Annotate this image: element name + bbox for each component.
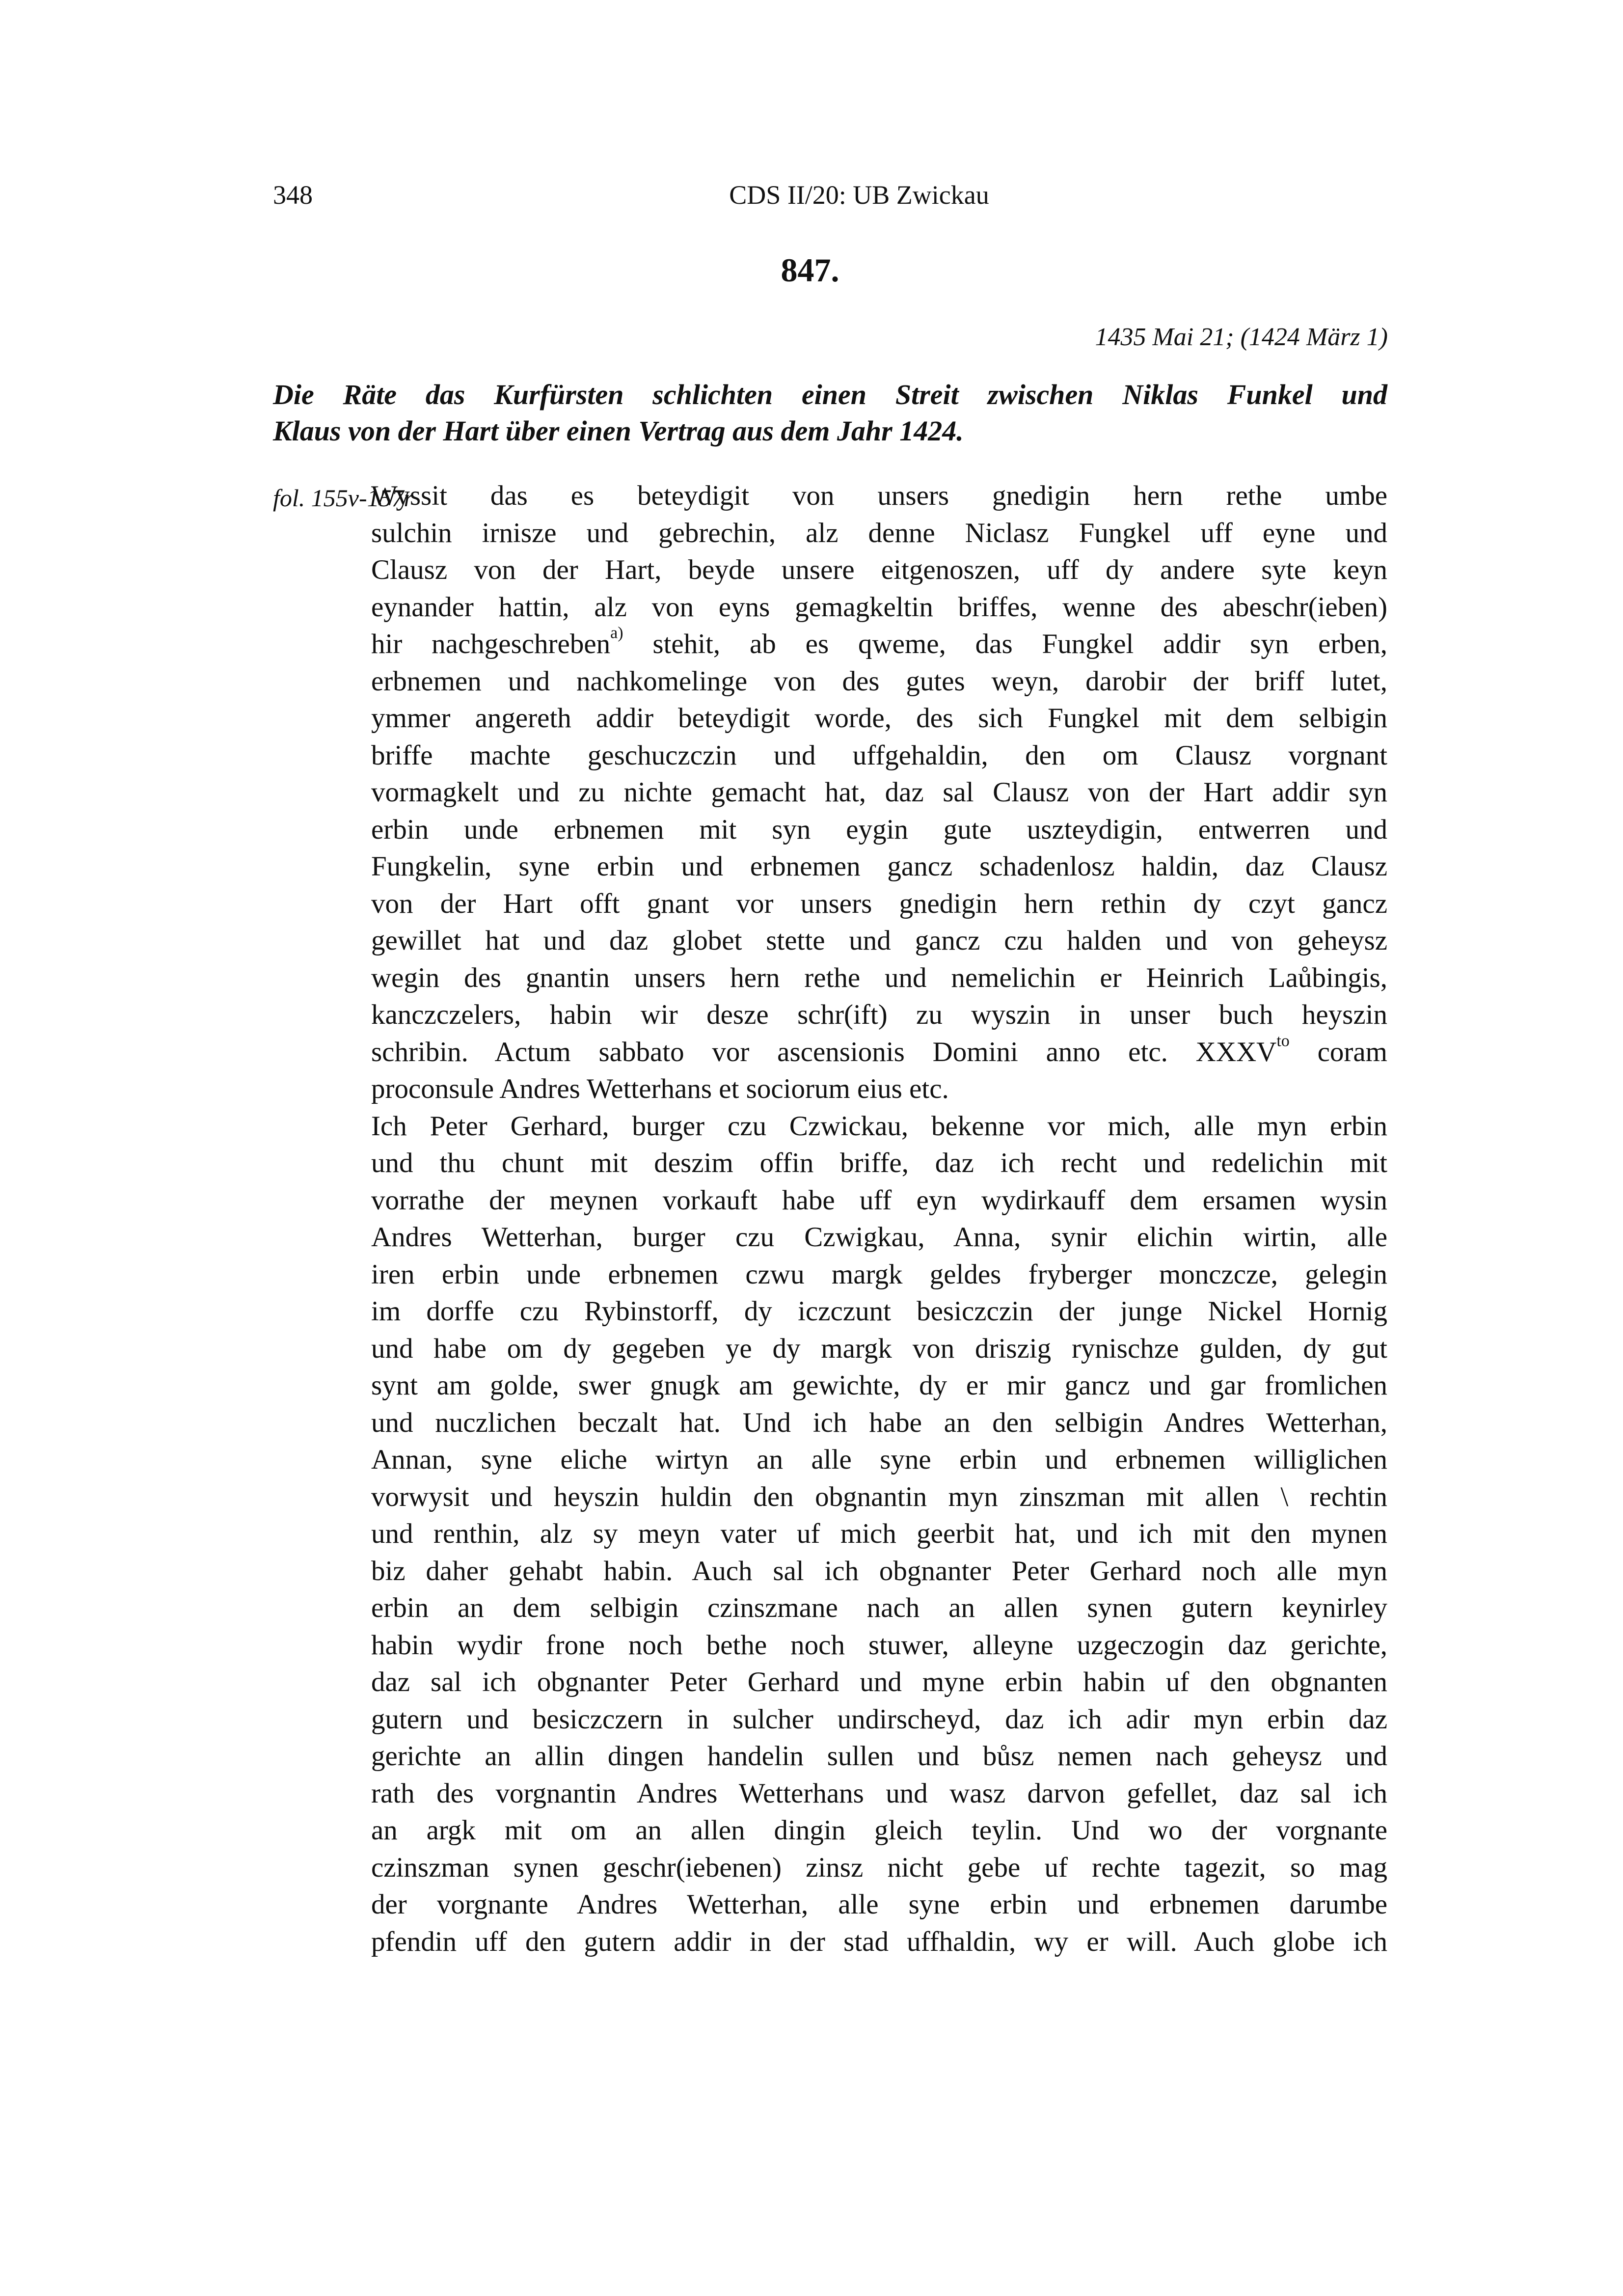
text-line: im dorffe czu Rybinstorff, dy iczczunt besiczczin der junge Nickel Hornig — [371, 1296, 1387, 1327]
text-line: pfendin uff den gutern addir in der stad uffhaldin, wy er will. Auch globe ich — [371, 1926, 1387, 1957]
text-line: gerichte an allin dingen handelin sullen und bůsz nemen nach geheysz und — [371, 1741, 1387, 1772]
text-line: von der Hart offt gnant vor unsers gnedigin hern rethin dy czyt gancz — [371, 888, 1387, 919]
text-line: eynander hattin, alz von eyns gemagkeltin briffes, wenne des abeschr(ieben) — [371, 591, 1387, 623]
text-line: iren erbin unde erbnemen czwu margk geldes fryberger monczcze, gelegin — [371, 1258, 1387, 1290]
document-date: 1435 Mai 21; (1424 März 1) — [1095, 323, 1388, 351]
text-line: sulchin irnisze und gebrechin, alz denne Niclasz Fungkel uff eyne und — [371, 517, 1387, 548]
text-line: ymmer angereth addir beteydigit worde, des sich Fungkel mit dem selbigin — [371, 703, 1387, 734]
text-line: synt am golde, swer gnugk am gewichte, dy er mir gancz und gar fromlichen — [371, 1370, 1387, 1401]
text-fragment: coram — [1317, 1036, 1388, 1067]
text-line: der vorgnante Andres Wetterhan, alle syne erbin und erbnemen darumbe — [371, 1889, 1387, 1920]
text-line: an argk mit om an allen dingin gleich teylin. Und wo der vorgnante — [371, 1815, 1387, 1846]
text-line: Annan, syne eliche wirtyn an alle syne erbin und erbnemen williglichen — [371, 1444, 1387, 1475]
text-line: briffe machte geschuczczin und uffgehaldin, den om Clausz vorgnant — [371, 739, 1387, 771]
text-line: czinszman synen geschr(iebenen) zinsz nicht gebe uf rechte tagezit, so mag — [371, 1852, 1387, 1883]
text-line: habin wydir frone noch bethe noch stuwer, alleyne uzgeczogin daz gerichte, — [371, 1629, 1387, 1661]
text-line: Andres Wetterhan, burger czu Czwigkau, Anna, synir elichin wirtin, alle — [371, 1222, 1387, 1253]
text-line: vorwysit und heyszin huldin den obgnantin myn zinszman mit allen \ rechtin — [371, 1481, 1387, 1512]
text-line: Clausz von der Hart, beyde unsere eitgenoszen, uff dy andere syte keyn — [371, 554, 1387, 585]
document-number: 847. — [781, 251, 839, 289]
regest-line: Die Räte das Kurfürsten schlichten einen Streit zwischen Niklas Funkel und — [273, 379, 1387, 410]
text-line: wegin des gnantin unsers hern rethe und nemelichin er Heinrich Laůbingis, — [371, 962, 1387, 993]
text-line: Ich Peter Gerhard, burger czu Czwickau, bekenne vor mich, alle myn erbin — [371, 1110, 1387, 1142]
text-line: und thu chunt mit deszim offin briffe, daz ich recht und redelichin mit — [371, 1148, 1387, 1178]
text-line: und renthin, alz sy meyn vater uf mich geerbit hat, und ich mit den mynen — [371, 1518, 1387, 1549]
text-line: vormagkelt und zu nichte gemacht hat, daz sal Clausz von der Hart addir syn — [371, 777, 1387, 808]
text-line — [371, 626, 1387, 663]
text-line: rath des vorgnantin Andres Wetterhans und wasz darvon gefellet, daz sal ich — [371, 1777, 1387, 1809]
text-fragment: hir nachgeschreben — [371, 629, 611, 659]
text-line: gutern und besiczczern in sulcher undirscheyd, daz ich adir myn erbin daz — [371, 1703, 1387, 1735]
folio-reference: fol. 155v-157r — [273, 484, 414, 512]
text-line: vorrathe der meynen vorkauft habe uff eyn wydirkauff dem ersamen wysin — [371, 1184, 1387, 1216]
superscript: to — [1276, 1031, 1290, 1050]
regest — [273, 377, 1387, 449]
regest-line: Klaus von der Hart über einen Vertrag aus dem Jahr 1424. — [273, 415, 964, 447]
page-number: 348 — [273, 180, 313, 210]
text-line: biz daher gehabt habin. Auch sal ich obgnanter Peter Gerhard noch alle myn — [371, 1555, 1387, 1586]
footnote-marker: a) — [610, 624, 623, 642]
text-line: gewillet hat und daz globet stette und gancz czu halden und von geheysz — [371, 925, 1387, 956]
text-line: und habe om dy gegeben ye dy margk von driszig rynischze gulden, dy gut — [371, 1333, 1387, 1364]
text-line: kanczczelers, habin wir desze schr(ift) zu wyszin in unser buch heyszin — [371, 999, 1387, 1030]
body-text — [371, 477, 1387, 1960]
text-line: Wyssit das es beteydigit von unsers gnedigin hern rethe umbe — [371, 480, 1387, 511]
text-line: erbin unde erbnemen mit syn eygin gute uszteydigin, entwerren und — [371, 814, 1387, 845]
text-line: erbin an dem selbigin czinszmane nach an allen synen gutern keynirley — [371, 1592, 1387, 1623]
text-line — [371, 1031, 1388, 1071]
running-title: CDS II/20: UB Zwickau — [729, 180, 989, 210]
text-line: und nuczlichen beczalt hat. Und ich habe an den selbigin Andres Wetterhan, — [371, 1407, 1387, 1438]
text-line: Fungkelin, syne erbin und erbnemen gancz schadenlosz haldin, daz Clausz — [371, 851, 1387, 882]
text-line: erbnemen und nachkomelinge von des gutes weyn, darobir der briff lutet, — [371, 665, 1387, 697]
text-line: daz sal ich obgnanter Peter Gerhard und myne erbin habin uf den obgnanten — [371, 1667, 1387, 1697]
text-line: proconsule Andres Wetterhans et sociorum eius etc. — [371, 1073, 949, 1104]
text-fragment: stehit, ab es qweme, das Fungkel addir syn erben, — [652, 629, 1387, 659]
text-fragment: schribin. Actum sabbato vor ascensionis Domini anno etc. XXXV — [371, 1036, 1277, 1067]
